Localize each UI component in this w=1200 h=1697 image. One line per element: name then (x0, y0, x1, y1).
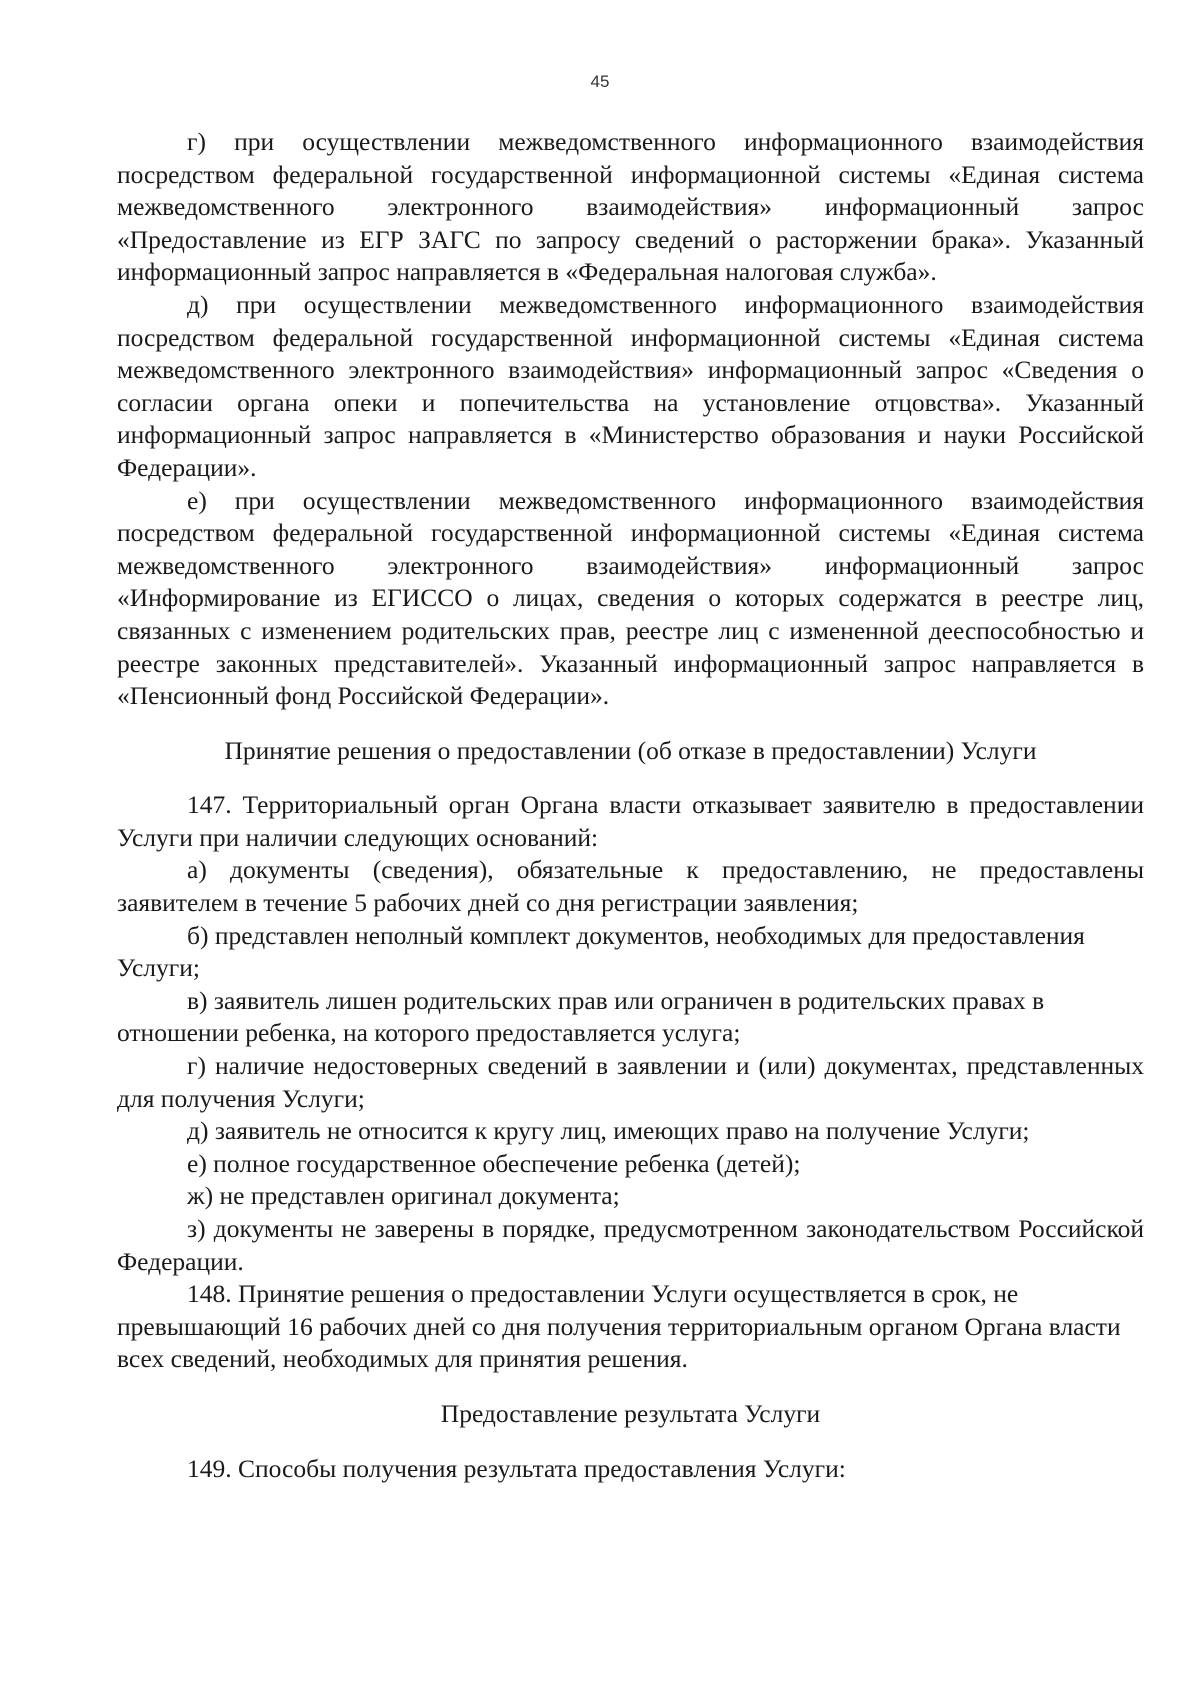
paragraph-e-request-egisso: е) при осуществлении межведомственного информационного взаимодействия посредством федеральной государственной информационной системы «Единая система межведомственного электронного взаимодействия» информационный запрос «Информирование из ЕГИССО о лицах, сведения о которых содержатся в реестре лиц, связанных с изменением родительских прав, реестре лиц с измененной дееспособностью и реестре законных представителей». Указанный информационный запрос направляется в «Пенсионный фонд Российской Федерации». (117, 485, 1144, 711)
document-body (117, 126, 1144, 1485)
paragraph-147-e: е) полное государственное обеспечение ребенка (детей); (187, 1148, 801, 1178)
paragraph-148: 148. Принятие решения о предоставлении Услуги осуществляется в срок, не превышающий 16 рабочих дней со дня получения территориальным органом Органа власти всех сведений, необходимых для принятия решения. (117, 1279, 1121, 1374)
paragraph-147-zh: ж) не представлен оригинал документа; (187, 1181, 620, 1211)
paragraph-147-d: д) заявитель не относится к кругу лиц, имеющих право на получение Услуги; (187, 1116, 1030, 1146)
page-number: 45 (590, 72, 610, 91)
paragraph-g-request-zags: г) при осуществлении межведомственного информационного взаимодействия посредством федеральной государственной информационной системы «Единая система межведомственного электронного взаимодействия» информационный запрос «Предоставление из ЕГР ЗАГС по запросу сведений о расторжении брака». Указанный информационный запрос направляется в «Федеральная налоговая служба». (117, 127, 1144, 287)
paragraph-147-a: а) документы (сведения), обязательные к предоставлению, не предоставлены заявителем в течение 5 рабочих дней со дня регистрации заявления; (117, 855, 1144, 918)
paragraph-147-z: з) документы не заверены в порядке, предусмотренном законодательством Российской Федерации. (117, 1214, 1144, 1276)
paragraph-149: 149. Способы получения результата предоставления Услуги: (187, 1453, 846, 1483)
paragraph-147: 147. Территориальный орган Органа власти отказывает заявителю в предоставлении Услуги при наличии следующих оснований: (117, 790, 1144, 852)
section-heading-decision: Принятие решения о предоставлении (об отказе в предоставлении) Услуги (224, 735, 1037, 765)
paragraph-147-g: г) наличие недостоверных сведений в заявлении и (или) документах, представленных для получения Услуги; (117, 1051, 1144, 1113)
paragraph-d-request-guardianship: д) при осуществлении межведомственного информационного взаимодействия посредством федеральной государственной информационной системы «Единая система межведомственного электронного взаимодействия» информационный запрос «Сведения о согласии органа опеки и попечительства на установление отцовства». Указанный информационный запрос направляется в «Министерство образования и науки Российской Федерации». (117, 289, 1144, 482)
paragraph-147-b: б) представлен неполный комплект документов, необходимых для предоставления Услуги; (117, 920, 1085, 983)
paragraph-147-v: в) заявитель лишен родительских прав или ограничен в родительских правах в отношении ребенка, на которого предоставляется услуга; (117, 985, 1045, 1048)
section-heading-result: Предоставление результата Услуги (440, 1398, 821, 1428)
